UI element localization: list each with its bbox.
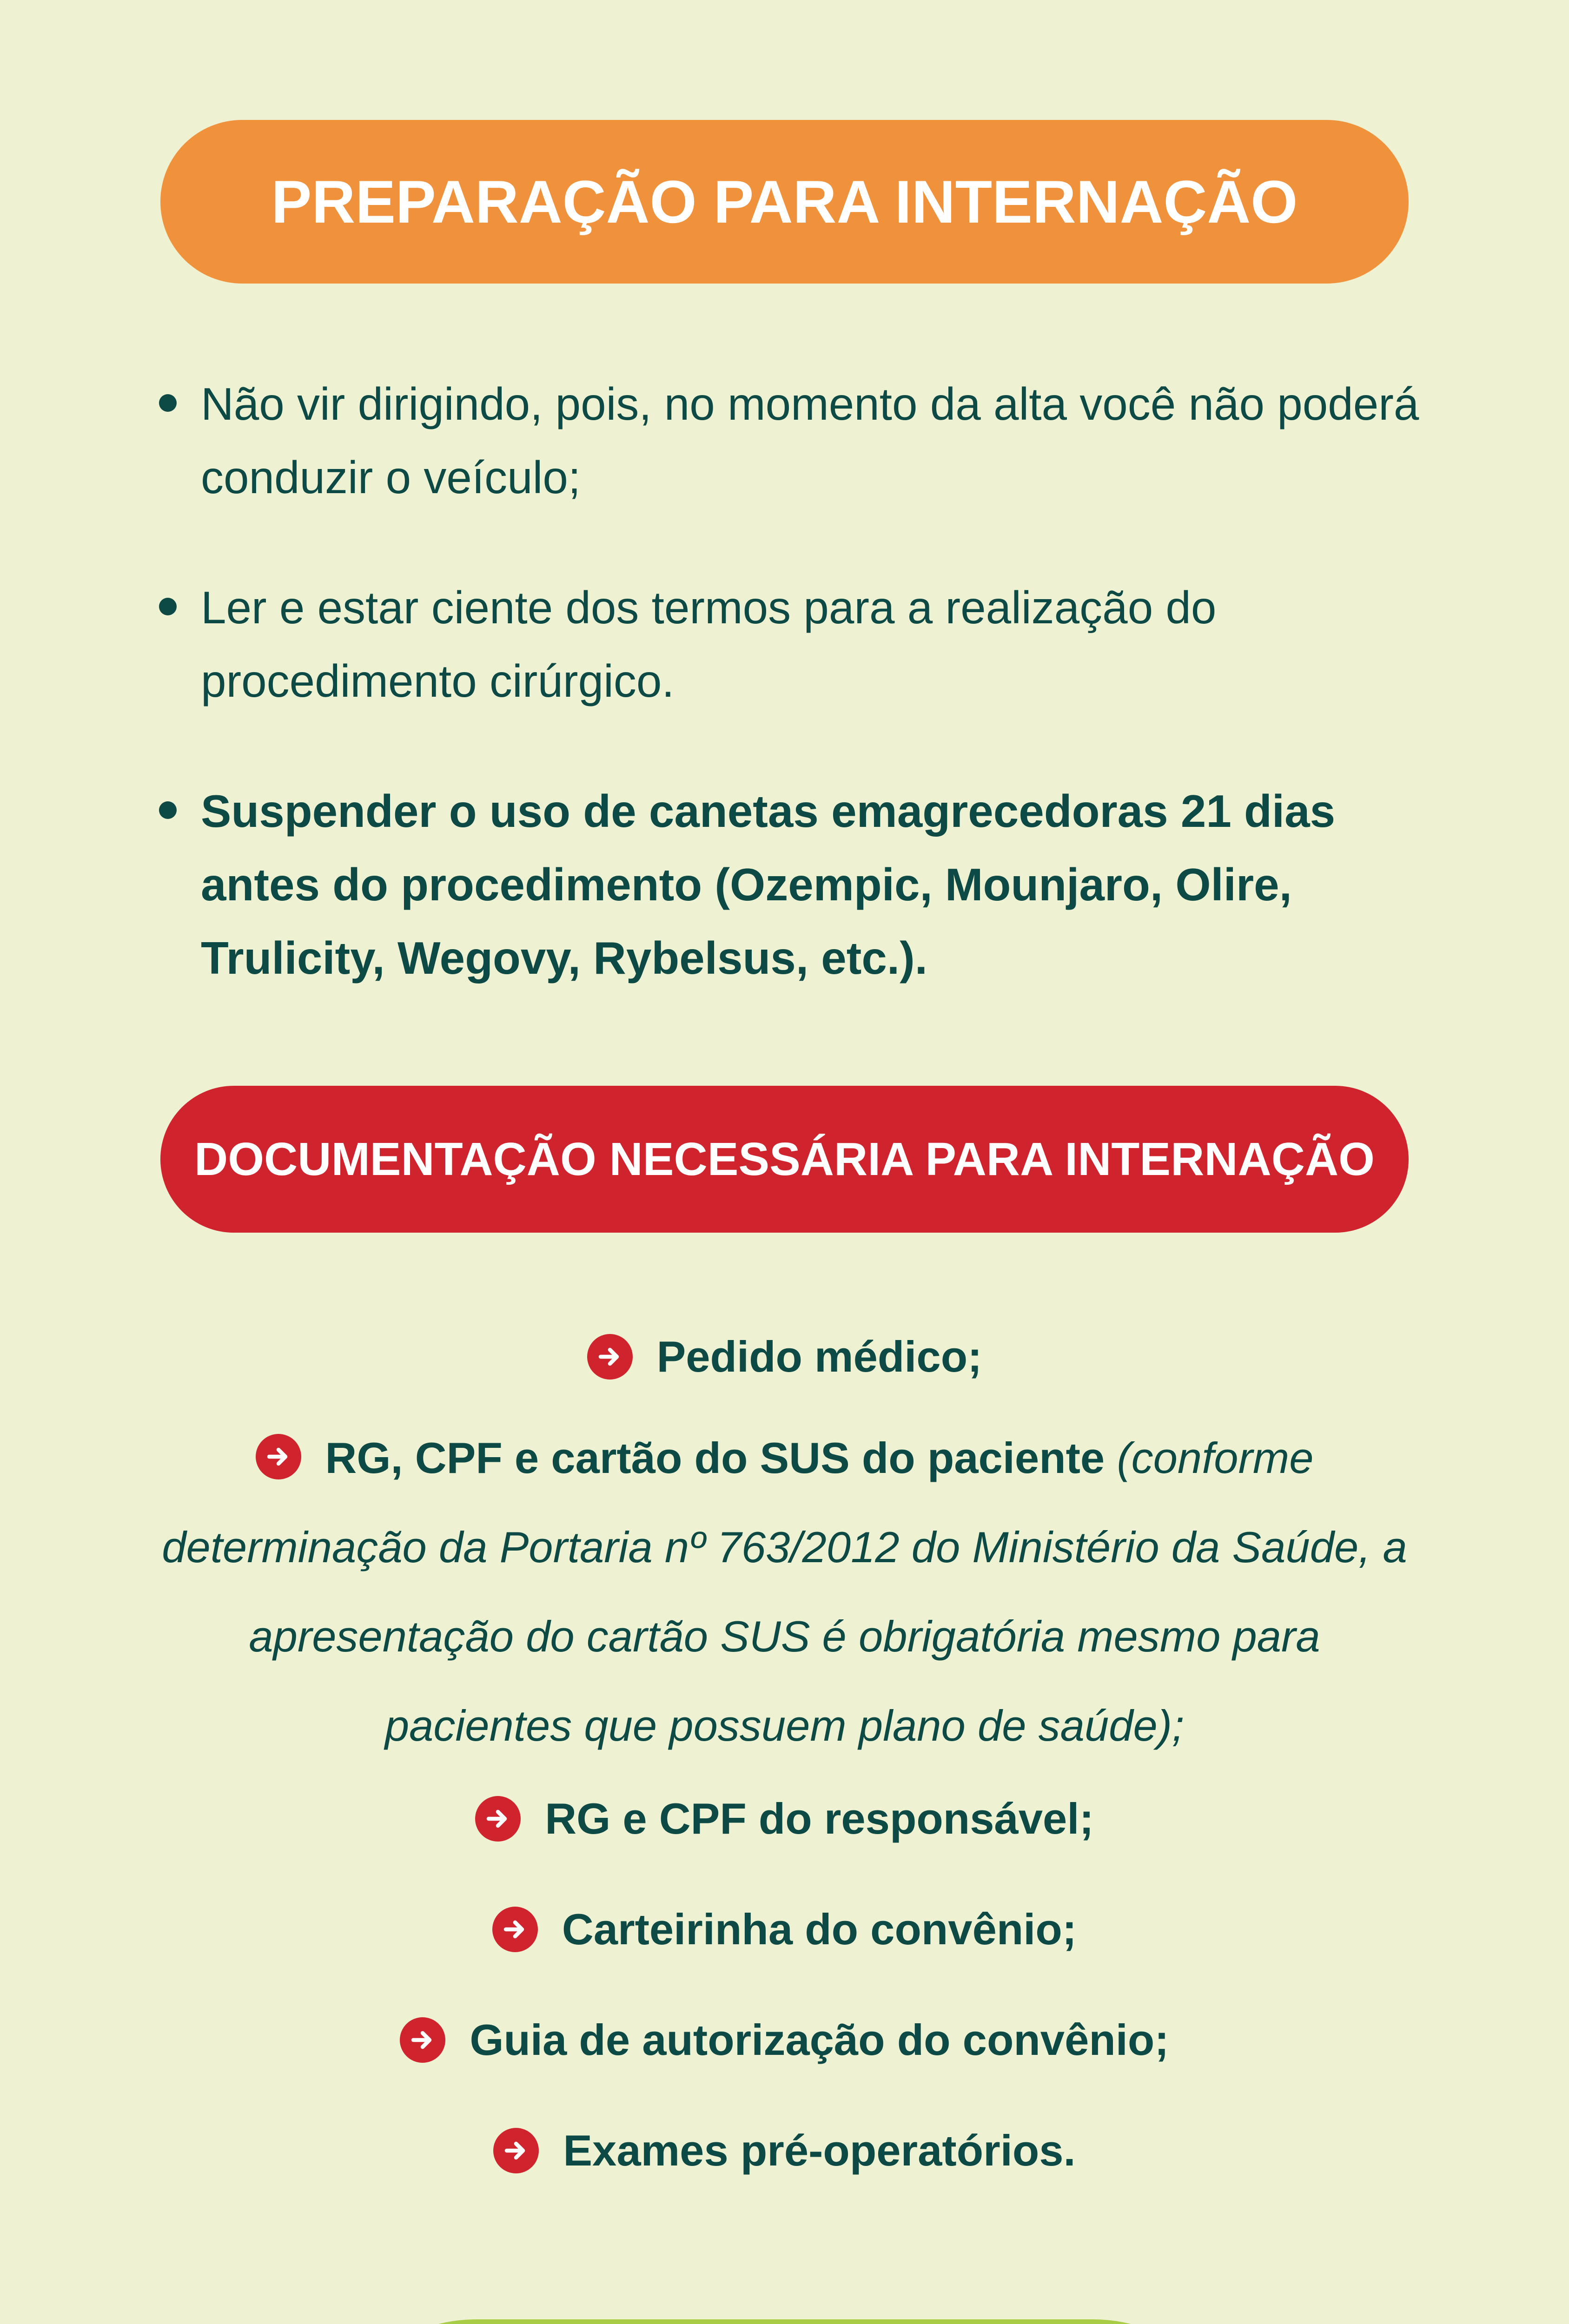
list-item: [160, 1327, 1409, 1386]
preparation-banner: [160, 120, 1409, 284]
bullet-icon: [159, 801, 177, 819]
list-item: [158, 367, 1432, 514]
documentation-banner: [160, 1086, 1409, 1233]
documentation-title: DOCUMENTAÇÃO NECESSÁRIA PARA INTERNAÇÃO: [194, 1133, 1375, 1185]
list-item: [160, 1789, 1409, 1849]
arrow-right-circle-icon: [493, 2128, 539, 2173]
preparation-title: PREPARAÇÃO PARA INTERNAÇÃO: [271, 168, 1298, 236]
list-item: [160, 1413, 1409, 1770]
bullet-icon: [159, 394, 177, 412]
attention-box: [321, 2319, 1248, 2324]
list-item: [160, 2010, 1409, 2070]
arrow-right-circle-icon: [475, 1796, 521, 1842]
preparation-list: [158, 367, 1432, 1051]
bullet-icon: [159, 598, 177, 615]
list-item-text: Ler e estar ciente dos termos para a realização do procedimento cirúrgico.: [201, 582, 1217, 706]
list-item-text: Pedido médico;: [656, 1332, 982, 1381]
list-item: [160, 2121, 1409, 2180]
list-item: [158, 774, 1432, 995]
list-item-text: Suspender o uso de canetas emagrecedoras 21 dias antes do procedimento (Ozempic, Mounjaro, Olire, Trulicity, Wegovy, Rybelsus, etc.).: [201, 786, 1336, 984]
arrow-right-circle-icon: [400, 2017, 445, 2063]
arrow-right-circle-icon: [587, 1334, 633, 1380]
list-item: [158, 571, 1432, 718]
documentation-list: [160, 1327, 1409, 2180]
list-item-text: Carteirinha do convênio;: [562, 1905, 1077, 1954]
list-item: [160, 1900, 1409, 1959]
list-item-text: RG, CPF e cartão do SUS do paciente: [325, 1433, 1105, 1482]
list-item-text: RG e CPF do responsável;: [545, 1794, 1094, 1843]
arrow-right-circle-icon: [256, 1434, 301, 1479]
list-item-text: Exames pré-operatórios.: [563, 2126, 1076, 2175]
arrow-right-circle-icon: [492, 1907, 538, 1952]
list-item-text: Não vir dirigindo, pois, no momento da alta você não poderá conduzir o veículo;: [201, 378, 1419, 503]
list-item-text: Guia de autorização do convênio;: [470, 2015, 1169, 2064]
list-item-note: (conforme determinação da Portaria nº 763/2012 do Ministério da Saúde, a apresentação do cartão SUS é obrigatória mesmo para pacientes que possuem plano de saúde);: [162, 1433, 1407, 1750]
